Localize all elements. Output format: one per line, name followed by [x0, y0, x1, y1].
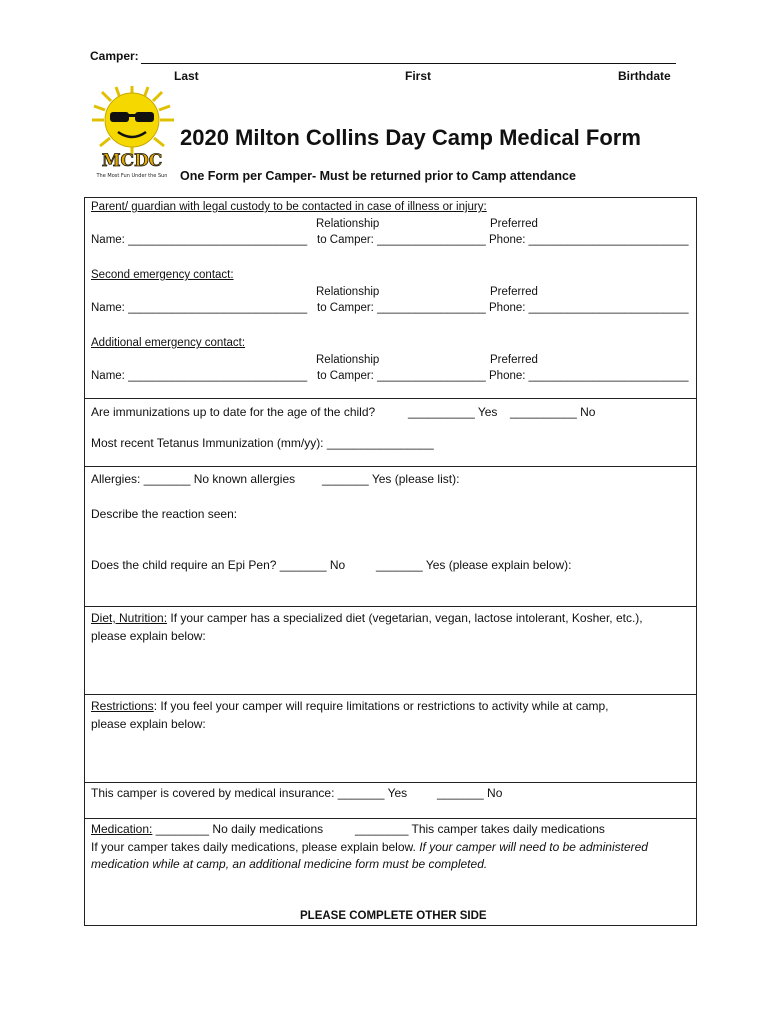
medication-heading: Medication:: [91, 822, 153, 836]
last-label: Last: [174, 69, 199, 83]
daily-medications-field[interactable]: ________ This camper takes daily medications: [355, 822, 605, 836]
immunization-question: Are immunizations up to date for the age of the child?: [91, 405, 376, 419]
epi-pen-no-field[interactable]: Does the child require an Epi Pen? _______ No: [91, 558, 346, 572]
sun-logo-icon: [86, 84, 178, 180]
medication-italic-2: medication while at camp, an additional medicine form must be completed.: [91, 857, 488, 871]
footer-note: PLEASE COMPLETE OTHER SIDE: [300, 910, 487, 922]
divider: [84, 398, 696, 399]
divider: [84, 466, 696, 467]
primary-contact-heading: Parent/ guardian with legal custody to be contacted in case of illness or injury:: [91, 201, 487, 213]
relationship-label-1: Relationship: [316, 218, 380, 230]
divider: [84, 694, 696, 695]
additional-name-field[interactable]: Name: ____________________________: [91, 370, 308, 382]
diet-text-2: please explain below:: [91, 629, 206, 643]
medication-italic-1: If your camper will need to be administered: [419, 840, 648, 854]
page-title: 2020 Milton Collins Day Camp Medical Form: [180, 125, 641, 150]
immunization-no-field[interactable]: __________ No: [510, 405, 596, 419]
divider: [84, 782, 696, 783]
restrictions-text-2: please explain below:: [91, 717, 206, 731]
diet-section: [91, 611, 643, 625]
reaction-label: Describe the reaction seen:: [91, 507, 238, 521]
svg-text:MCDC: MCDC: [101, 151, 163, 171]
medication-explain-text: If your camper takes daily medications, please explain below.: [91, 840, 416, 854]
preferred-label-1: Preferred: [490, 218, 538, 230]
insurance-no-field[interactable]: _______ No: [437, 786, 503, 800]
medication-section: [91, 822, 323, 836]
birthdate-label: Birthdate: [618, 69, 671, 83]
tetanus-field[interactable]: Most recent Tetanus Immunization (mm/yy): ________________: [91, 436, 434, 450]
primary-phone-field[interactable]: Phone: _________________________: [489, 234, 689, 246]
diet-text: If your camper has a specialized diet (vegetarian, vegan, lactose intolerant, Kosher, etc.),: [167, 611, 643, 625]
restrictions-text: : If you feel your camper will require limitations or restrictions to activity while at camp,: [153, 699, 609, 713]
additional-relationship-field[interactable]: to Camper: _________________: [317, 370, 486, 382]
svg-text:The Most Fun Under the Sun: The Most Fun Under the Sun: [96, 173, 168, 179]
diet-heading: Diet, Nutrition:: [91, 611, 168, 625]
second-contact-heading: Second emergency contact:: [91, 269, 234, 281]
allergies-none-field[interactable]: Allergies: _______ No known allergies: [91, 472, 296, 486]
no-medications-field[interactable]: ________ No daily medications: [152, 822, 324, 836]
camper-label: Camper:: [90, 49, 139, 63]
second-name-field[interactable]: Name: ____________________________: [91, 302, 308, 314]
camper-name-line[interactable]: [141, 63, 676, 64]
additional-contact-heading: Additional emergency contact:: [91, 337, 246, 349]
restrictions-section: [91, 699, 609, 713]
allergies-yes-field[interactable]: _______ Yes (please list):: [322, 472, 460, 486]
immunization-yes-field[interactable]: __________ Yes: [408, 405, 498, 419]
camp-logo: [86, 84, 178, 180]
first-label: First: [405, 69, 432, 83]
primary-name-field[interactable]: Name: ____________________________: [91, 234, 308, 246]
preferred-label-2: Preferred: [490, 286, 538, 298]
primary-relationship-field[interactable]: to Camper: _________________: [317, 234, 486, 246]
insurance-yes-field[interactable]: This camper is covered by medical insurance: _______ Yes: [91, 786, 408, 800]
second-phone-field[interactable]: Phone: _________________________: [489, 302, 689, 314]
divider: [84, 606, 696, 607]
additional-phone-field[interactable]: Phone: _________________________: [489, 370, 689, 382]
relationship-label-2: Relationship: [316, 286, 380, 298]
second-relationship-field[interactable]: to Camper: _________________: [317, 302, 486, 314]
preferred-label-3: Preferred: [490, 354, 538, 366]
page-subtitle: One Form per Camper- Must be returned prior to Camp attendance: [180, 169, 576, 183]
epi-pen-yes-field[interactable]: _______ Yes (please explain below):: [376, 558, 572, 572]
divider: [84, 818, 696, 819]
restrictions-heading: Restrictions: [91, 699, 154, 713]
medication-explain: [91, 840, 648, 854]
relationship-label-3: Relationship: [316, 354, 380, 366]
